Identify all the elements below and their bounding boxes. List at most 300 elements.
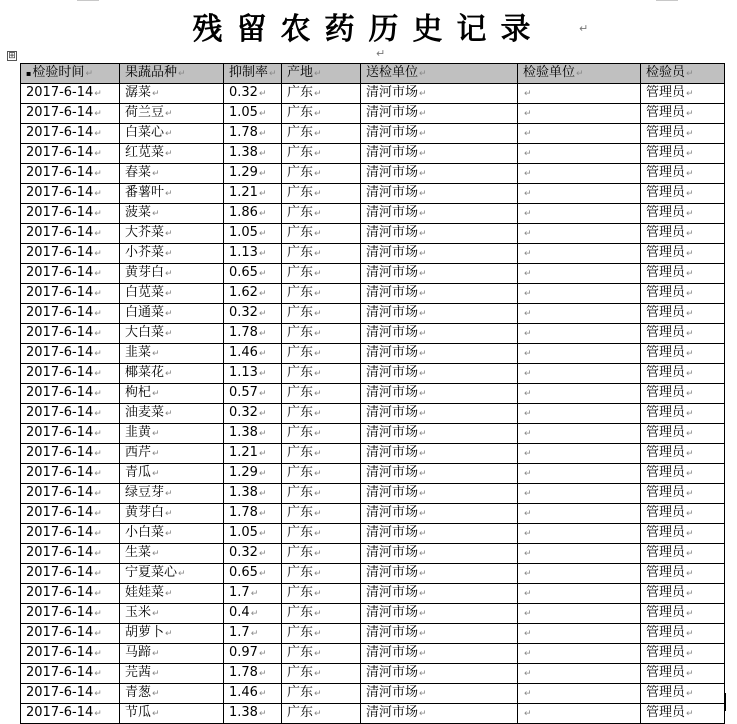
table-cell[interactable] (641, 564, 725, 584)
table-cell[interactable] (641, 324, 725, 344)
table-cell[interactable] (120, 504, 224, 524)
table-cell[interactable] (120, 104, 224, 124)
cell-value: 广东 (287, 265, 314, 280)
cell-end-mark-icon: ↵ (524, 249, 532, 259)
table-cell[interactable] (21, 84, 120, 104)
table-cell[interactable] (641, 384, 725, 404)
cell-end-mark-icon: ↵ (94, 329, 102, 339)
table-cell[interactable] (641, 124, 725, 144)
table-cell[interactable] (361, 264, 518, 284)
column-header-label: 检验员 (646, 65, 686, 80)
table-cell[interactable] (282, 124, 361, 144)
cell-end-mark-icon: ↵ (524, 289, 532, 299)
column-header[interactable] (224, 64, 282, 84)
table-cell[interactable] (21, 104, 120, 124)
table-cell[interactable] (641, 224, 725, 244)
table-cell[interactable] (21, 304, 120, 324)
table-row (21, 344, 725, 364)
table-cell[interactable] (518, 384, 641, 404)
table-cell[interactable] (282, 524, 361, 544)
table-cell[interactable] (518, 664, 641, 684)
cell-value: 1.78 (229, 325, 258, 340)
table-cell[interactable] (120, 284, 224, 304)
table-cell[interactable] (641, 184, 725, 204)
table-cell[interactable] (518, 84, 641, 104)
table-cell[interactable] (361, 404, 518, 424)
table-row (21, 624, 725, 644)
table-cell[interactable] (361, 184, 518, 204)
table-cell[interactable] (282, 664, 361, 684)
table-cell[interactable] (641, 644, 725, 664)
cell-end-mark-icon: ↵ (165, 509, 173, 519)
table-cell[interactable] (282, 584, 361, 604)
table-cell[interactable] (282, 544, 361, 564)
cell-value: 1.62 (229, 285, 258, 300)
table-cell[interactable] (361, 644, 518, 664)
table-cell[interactable] (120, 584, 224, 604)
table-cell[interactable] (282, 424, 361, 444)
table-cell[interactable] (21, 344, 120, 364)
table-cell[interactable] (518, 444, 641, 464)
column-header[interactable] (361, 64, 518, 84)
table-cell[interactable] (641, 444, 725, 464)
cell-end-mark-icon: ↵ (152, 209, 160, 219)
table-cell[interactable] (120, 664, 224, 684)
table-cell[interactable] (361, 224, 518, 244)
table-cell[interactable] (224, 84, 282, 104)
cell-end-mark-icon: ↵ (314, 329, 322, 339)
table-cell[interactable] (641, 524, 725, 544)
table-cell[interactable] (518, 484, 641, 504)
table-cell[interactable] (518, 144, 641, 164)
table-cell[interactable] (21, 144, 120, 164)
table-cell[interactable] (641, 664, 725, 684)
table-cell[interactable] (641, 204, 725, 224)
table-cell[interactable] (224, 504, 282, 524)
cell-value: 清河市场 (366, 505, 419, 520)
cell-end-mark-icon: ↵ (686, 669, 694, 679)
table-cell[interactable] (518, 364, 641, 384)
column-header[interactable] (21, 64, 120, 84)
cell-end-mark-icon: ↵ (419, 609, 427, 619)
table-cell[interactable] (21, 644, 120, 664)
cell-value: 潺菜 (125, 85, 152, 100)
table-cell[interactable] (518, 344, 641, 364)
cell-value: 韭黄 (125, 425, 152, 440)
cell-end-mark-icon: ↵ (524, 269, 532, 279)
table-cell[interactable] (120, 264, 224, 284)
table-cell[interactable] (641, 504, 725, 524)
table-cell[interactable] (641, 484, 725, 504)
table-cell[interactable] (518, 164, 641, 184)
cell-end-mark-icon: ↵ (686, 649, 694, 659)
table-row (21, 164, 725, 184)
table-cell[interactable] (361, 464, 518, 484)
column-header[interactable] (120, 64, 224, 84)
cell-value: 1.05 (229, 105, 258, 120)
table-cell[interactable] (224, 324, 282, 344)
table-cell[interactable] (282, 224, 361, 244)
table-cell[interactable] (518, 284, 641, 304)
table-cell[interactable] (120, 524, 224, 544)
cell-end-mark-icon: ↵ (152, 469, 160, 479)
table-cell[interactable] (21, 444, 120, 464)
cell-end-mark-icon: ↵ (419, 589, 427, 599)
table-cell[interactable] (120, 164, 224, 184)
table-cell[interactable] (641, 304, 725, 324)
cell-end-mark-icon: ↵ (419, 149, 427, 159)
table-cell[interactable] (120, 304, 224, 324)
table-cell[interactable] (120, 564, 224, 584)
table-cell[interactable] (120, 344, 224, 364)
table-cell[interactable] (361, 444, 518, 464)
table-cell[interactable] (518, 224, 641, 244)
table-cell[interactable] (641, 284, 725, 304)
cell-end-mark-icon: ↵ (165, 229, 173, 239)
table-cell[interactable] (21, 524, 120, 544)
table-cell[interactable] (361, 284, 518, 304)
table-cell[interactable] (224, 524, 282, 544)
cell-value: 清河市场 (366, 585, 419, 600)
table-cell[interactable] (120, 624, 224, 644)
cell-value: 管理员 (646, 465, 686, 480)
table-cell[interactable] (641, 604, 725, 624)
table-cell[interactable] (224, 204, 282, 224)
table-cell[interactable] (518, 104, 641, 124)
table-cell[interactable] (224, 284, 282, 304)
table-cell[interactable] (21, 384, 120, 404)
cell-value: 1.86 (229, 205, 258, 220)
table-cell[interactable] (361, 424, 518, 444)
table-cell[interactable] (21, 604, 120, 624)
cell-value: 白通菜 (125, 305, 165, 320)
table-cell[interactable] (361, 584, 518, 604)
table-cell[interactable] (518, 684, 641, 704)
page-edge-line-right (656, 0, 678, 1)
table-cell[interactable] (518, 504, 641, 524)
table-cell[interactable] (282, 184, 361, 204)
table-cell[interactable] (641, 684, 725, 704)
table-cell[interactable] (224, 664, 282, 684)
table-cell[interactable] (21, 324, 120, 344)
table-cell[interactable] (361, 484, 518, 504)
table-cell[interactable] (120, 364, 224, 384)
table-cell[interactable] (120, 204, 224, 224)
table-cell[interactable] (641, 344, 725, 364)
table-cell[interactable] (224, 184, 282, 204)
table-cell[interactable] (282, 404, 361, 424)
table-cell[interactable] (21, 484, 120, 504)
column-header-label: 果蔬品种 (125, 65, 178, 80)
table-cell[interactable] (282, 364, 361, 384)
column-header[interactable] (282, 64, 361, 84)
table-cell[interactable] (120, 324, 224, 344)
table-cell[interactable] (224, 264, 282, 284)
table-cell[interactable] (224, 224, 282, 244)
cell-end-mark-icon: ↵ (165, 309, 173, 319)
table-cell[interactable] (120, 604, 224, 624)
table-cell[interactable] (282, 464, 361, 484)
table-cell[interactable] (641, 584, 725, 604)
table-cell[interactable] (224, 484, 282, 504)
table-cell[interactable] (282, 684, 361, 704)
cell-end-mark-icon: ↵ (686, 469, 694, 479)
table-cell[interactable] (282, 504, 361, 524)
table-cell[interactable] (21, 264, 120, 284)
cell-value: 清河市场 (366, 365, 419, 380)
table-cell[interactable] (21, 564, 120, 584)
cell-value: 2017-6-14 (26, 545, 94, 560)
table-cell[interactable] (641, 104, 725, 124)
cell-value: 青葱 (125, 685, 152, 700)
table-cell[interactable] (282, 444, 361, 464)
table-move-handle-icon[interactable]: ⊞ (8, 51, 16, 61)
table-cell[interactable] (282, 564, 361, 584)
table-cell[interactable] (282, 384, 361, 404)
column-header[interactable] (641, 64, 725, 84)
table-cell[interactable] (21, 684, 120, 704)
table-cell[interactable] (361, 364, 518, 384)
table-cell[interactable] (224, 424, 282, 444)
table-cell[interactable] (21, 544, 120, 564)
cell-end-mark-icon: ↵ (258, 469, 267, 479)
cell-value: 广东 (287, 605, 314, 620)
table-cell[interactable] (361, 124, 518, 144)
table-cell[interactable] (361, 144, 518, 164)
table-cell[interactable] (21, 364, 120, 384)
table-cell[interactable] (361, 244, 518, 264)
table-cell[interactable] (361, 664, 518, 684)
cell-end-mark-icon: ↵ (524, 529, 532, 539)
table-cell[interactable] (518, 124, 641, 144)
table-cell[interactable] (518, 304, 641, 324)
cell-value: 宁夏菜心 (125, 565, 178, 580)
table-row (21, 84, 725, 104)
cell-value: 清河市场 (366, 565, 419, 580)
table-cell[interactable] (361, 104, 518, 124)
cell-end-mark-icon: ↵ (258, 129, 267, 139)
table-cell[interactable] (282, 244, 361, 264)
cell-value: 0.32 (229, 405, 258, 420)
cell-end-mark-icon: ↵ (250, 629, 259, 639)
table-cell[interactable] (641, 464, 725, 484)
table-cell[interactable] (361, 544, 518, 564)
table-cell[interactable] (282, 604, 361, 624)
table-cell[interactable] (361, 204, 518, 224)
table-cell[interactable] (120, 404, 224, 424)
table-cell[interactable] (21, 464, 120, 484)
table-cell[interactable] (120, 244, 224, 264)
table-cell[interactable] (282, 344, 361, 364)
table-cell[interactable] (21, 584, 120, 604)
table-cell[interactable] (518, 264, 641, 284)
cell-end-mark-icon: ↵ (524, 549, 532, 559)
cell-end-mark-icon: ↵ (165, 529, 173, 539)
table-cell[interactable] (120, 184, 224, 204)
table-cell[interactable] (518, 424, 641, 444)
table-cell[interactable] (641, 144, 725, 164)
table-cell[interactable] (282, 284, 361, 304)
table-cell[interactable] (224, 644, 282, 664)
table-cell[interactable] (641, 624, 725, 644)
table-cell[interactable] (21, 424, 120, 444)
cell-end-mark-icon: ↵ (524, 569, 532, 579)
table-cell[interactable] (282, 324, 361, 344)
table-cell[interactable] (120, 144, 224, 164)
cell-end-mark-icon: ↵ (524, 229, 532, 239)
table-cell[interactable] (282, 104, 361, 124)
table-cell[interactable] (120, 384, 224, 404)
table-cell[interactable] (518, 244, 641, 264)
cell-end-mark-icon: ↵ (314, 669, 322, 679)
table-cell[interactable] (361, 504, 518, 524)
table-cell[interactable] (282, 624, 361, 644)
table-cell[interactable] (224, 364, 282, 384)
table-cell[interactable] (120, 424, 224, 444)
cell-end-mark-icon: ↵ (94, 389, 102, 399)
table-cell[interactable] (120, 444, 224, 464)
table-cell[interactable] (224, 344, 282, 364)
table-cell[interactable] (361, 304, 518, 324)
table-cell[interactable] (361, 684, 518, 704)
table-cell[interactable] (21, 164, 120, 184)
table-cell[interactable] (120, 84, 224, 104)
table-cell[interactable] (120, 464, 224, 484)
cell-end-mark-icon: ↵ (152, 449, 160, 459)
cell-value: 2017-6-14 (26, 285, 94, 300)
table-cell[interactable] (361, 524, 518, 544)
table-cell[interactable] (518, 324, 641, 344)
cell-end-mark-icon: ↵ (419, 449, 427, 459)
cell-end-mark-icon: ↵ (152, 689, 160, 699)
cell-end-mark-icon: ↵ (419, 689, 427, 699)
column-header[interactable] (518, 64, 641, 84)
table-cell[interactable] (21, 244, 120, 264)
table-cell[interactable] (21, 624, 120, 644)
table-cell[interactable] (361, 604, 518, 624)
table-cell[interactable] (641, 84, 725, 104)
table-cell[interactable] (120, 224, 224, 244)
cell-end-mark-icon: ↵ (419, 109, 427, 119)
table-cell[interactable] (224, 144, 282, 164)
table-cell[interactable] (224, 244, 282, 264)
table-cell[interactable] (641, 244, 725, 264)
table-cell[interactable] (518, 544, 641, 564)
cell-value: 管理员 (646, 245, 686, 260)
cell-end-mark-icon: ↵ (94, 249, 102, 259)
cell-end-mark-icon: ↵ (165, 269, 173, 279)
table-cell[interactable] (282, 304, 361, 324)
table-cell[interactable] (21, 664, 120, 684)
cell-value: 2017-6-14 (26, 105, 94, 120)
table-cell[interactable] (361, 324, 518, 344)
cell-value: 清河市场 (366, 445, 419, 460)
table-cell[interactable] (224, 544, 282, 564)
table-cell[interactable] (518, 464, 641, 484)
table-cell[interactable] (282, 164, 361, 184)
table-cell[interactable] (120, 684, 224, 704)
cell-end-mark-icon: ↵ (314, 149, 322, 159)
table-cell[interactable] (361, 384, 518, 404)
table-cell[interactable] (282, 84, 361, 104)
table-cell[interactable] (641, 364, 725, 384)
table-cell[interactable] (641, 264, 725, 284)
table-cell[interactable] (224, 564, 282, 584)
table-cell[interactable] (120, 124, 224, 144)
table-cell[interactable] (282, 144, 361, 164)
cell-end-mark-icon: ↵ (314, 209, 322, 219)
table-cell[interactable] (21, 224, 120, 244)
table-cell[interactable] (224, 684, 282, 704)
table-cell[interactable] (518, 184, 641, 204)
table-cell[interactable] (224, 584, 282, 604)
cell-value: 节瓜 (125, 705, 152, 720)
table-cell[interactable] (361, 84, 518, 104)
table-cell[interactable] (224, 604, 282, 624)
table-cell[interactable] (224, 164, 282, 184)
table-cell[interactable] (224, 444, 282, 464)
table-cell[interactable] (518, 584, 641, 604)
cell-end-mark-icon: ↵ (419, 129, 427, 139)
table-cell[interactable] (361, 564, 518, 584)
table-cell[interactable] (361, 344, 518, 364)
cell-end-mark-icon: ↵ (258, 409, 267, 419)
table-cell[interactable] (21, 404, 120, 424)
table-cell[interactable] (282, 484, 361, 504)
table-cell[interactable] (224, 104, 282, 124)
table-cell[interactable] (120, 484, 224, 504)
table-cell[interactable] (518, 564, 641, 584)
table-cell[interactable] (21, 284, 120, 304)
cell-end-mark-icon: ↵ (152, 389, 160, 399)
table-cell[interactable] (21, 184, 120, 204)
table-cell[interactable] (518, 404, 641, 424)
cell-value: 管理员 (646, 665, 686, 680)
cell-value: 管理员 (646, 705, 686, 720)
table-cell[interactable] (224, 624, 282, 644)
table-cell[interactable] (21, 504, 120, 524)
table-cell[interactable] (224, 304, 282, 324)
table-cell[interactable] (518, 624, 641, 644)
table-cell[interactable] (21, 204, 120, 224)
cell-end-mark-icon: ↵ (419, 369, 427, 379)
table-cell[interactable] (224, 464, 282, 484)
table-cell[interactable] (518, 644, 641, 664)
table-cell[interactable] (224, 124, 282, 144)
table-cell[interactable] (120, 544, 224, 564)
table-cell[interactable] (518, 204, 641, 224)
table-cell[interactable] (641, 404, 725, 424)
table-cell[interactable] (224, 384, 282, 404)
cell-value: 1.78 (229, 125, 258, 140)
table-cell[interactable] (518, 524, 641, 544)
table-cell[interactable] (224, 404, 282, 424)
table-cell[interactable] (641, 544, 725, 564)
table-cell[interactable] (120, 644, 224, 664)
table-cell[interactable] (282, 644, 361, 664)
table-cell[interactable] (361, 624, 518, 644)
table-cell[interactable] (641, 164, 725, 184)
cell-end-mark-icon: ↵ (686, 589, 694, 599)
table-cell[interactable] (282, 204, 361, 224)
cell-value: 管理员 (646, 365, 686, 380)
cell-end-mark-icon: ↵ (152, 549, 160, 559)
table-cell[interactable] (518, 604, 641, 624)
table-cell[interactable] (361, 164, 518, 184)
table-cell[interactable] (21, 124, 120, 144)
table-cell[interactable] (641, 424, 725, 444)
table-cell[interactable] (282, 264, 361, 284)
